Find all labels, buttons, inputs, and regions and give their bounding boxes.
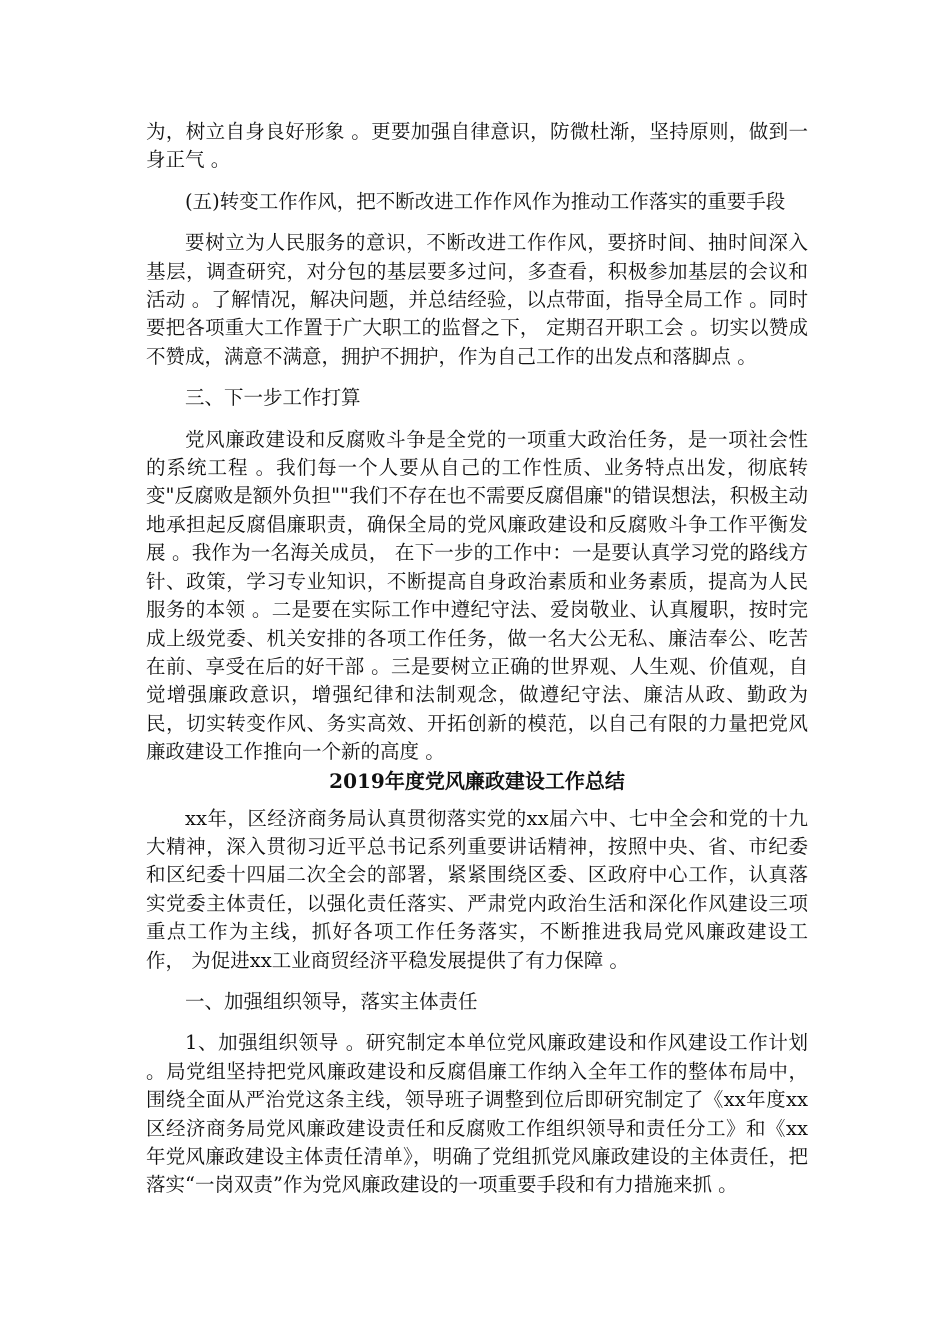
paragraph-work-style: 要树立为人民服务的意识，不断改进工作作风，要挤时间、抽时间深入基层，调查研究，对分包的基层要多过问，多查看，积极参加基层的会议和活动 。了解情况，解决问题，并总结经验，以点带面，指导全局工作 。同时要把各项重大工作置于广大职工的监督之下， 定期召开职工会 。切实以赞成不赞成，满意不满意，拥护不拥护，作为自己工作的出发点和落脚点 。: [146, 231, 808, 368]
paragraph-intro: xx年，区经济商务局认真贯彻落实党的xx届六中、七中全会和党的十九大精神，深入贯彻习近平总书记系列重要讲话精神，按照中央、省、市纪委和区纪委十四届二次全会的部署，紧紧围绕区委、区政府中心工作，认真落实党委主体责任，以强化责任落实、严肃党内政治生活和深化作风建设三项重点工作为主线，抓好各项工作任务落实，不断推进我局党风廉政建设工作， 为促进xx工业商贸经济平稳发展提供了有力保障 。: [146, 806, 808, 972]
section-heading-next-plan: 三、下一步工作打算: [185, 386, 361, 410]
paragraph-continuation: 为，树立自身良好形象 。更要加强自律意识，防微杜渐，坚持原则，做到一身正气 。: [146, 120, 808, 172]
paragraph-next-plan: 党风廉政建设和反腐败斗争是全党的一项重大政治任务，是一项社会性的系统工程 。我们每一个人要从自己的工作性质、业务特点出发，彻底转变"反腐败是额外负担""我们不存在也不需要反腐倡廉"的错误想法，积极主动地承担起反腐倡廉职责，确保全局的党风廉政建设和反腐败斗争工作平衡发展 。我作为一名海关成员， 在下一步的工作中：一是要认真学习党的路线方针、政策，学习专业知识，不断提高自身政治素质和业务素质，提高为人民服务的本领 。二是要在实际工作中遵纪守法、爱岗敬业、认真履职，按时完成上级党委、机关安排的各项工作任务，做一名大公无私、廉洁奉公、吃苦在前、享受在后的好干部 。三是要树立正确的世界观、人生观、价值观，自觉增强廉政意识，增强纪律和法制观念，做遵纪守法、廉洁从政、勤政为民，切实转变作风、务实高效、开拓创新的模范，以自己有限的力量把党风廉政建设工作推向一个新的高度 。: [146, 427, 808, 764]
document-page: [146, 118, 808, 1213]
paragraph-organization: 1、加强组织领导 。研究制定本单位党风廉政建设和作风建设工作计划 。局党组坚持把党风廉政建设和反腐倡廉工作纳入全年工作的整体布局中，围绕全面从严治党这条主线，领导班子调整到位后即研究制定了《xx年度xx区经济商务局党风廉政建设责任和反腐败工作组织领导和责任分工》和《xx年党风廉政建设主体责任清单》，明确了党组抓党风廉政建设的主体责任，把落实“一岗双责”作为党风廉政建设的一项重要手段和有力措施来抓 。: [146, 1031, 808, 1197]
section-heading-five: (五)转变工作作风，把不断改进工作作风作为推动工作落实的重要手段: [185, 189, 786, 213]
document-title: 2019年度党风廉政建设工作总结: [329, 768, 625, 793]
section-heading-one: 一、加强组织领导，落实主体责任: [185, 989, 478, 1013]
